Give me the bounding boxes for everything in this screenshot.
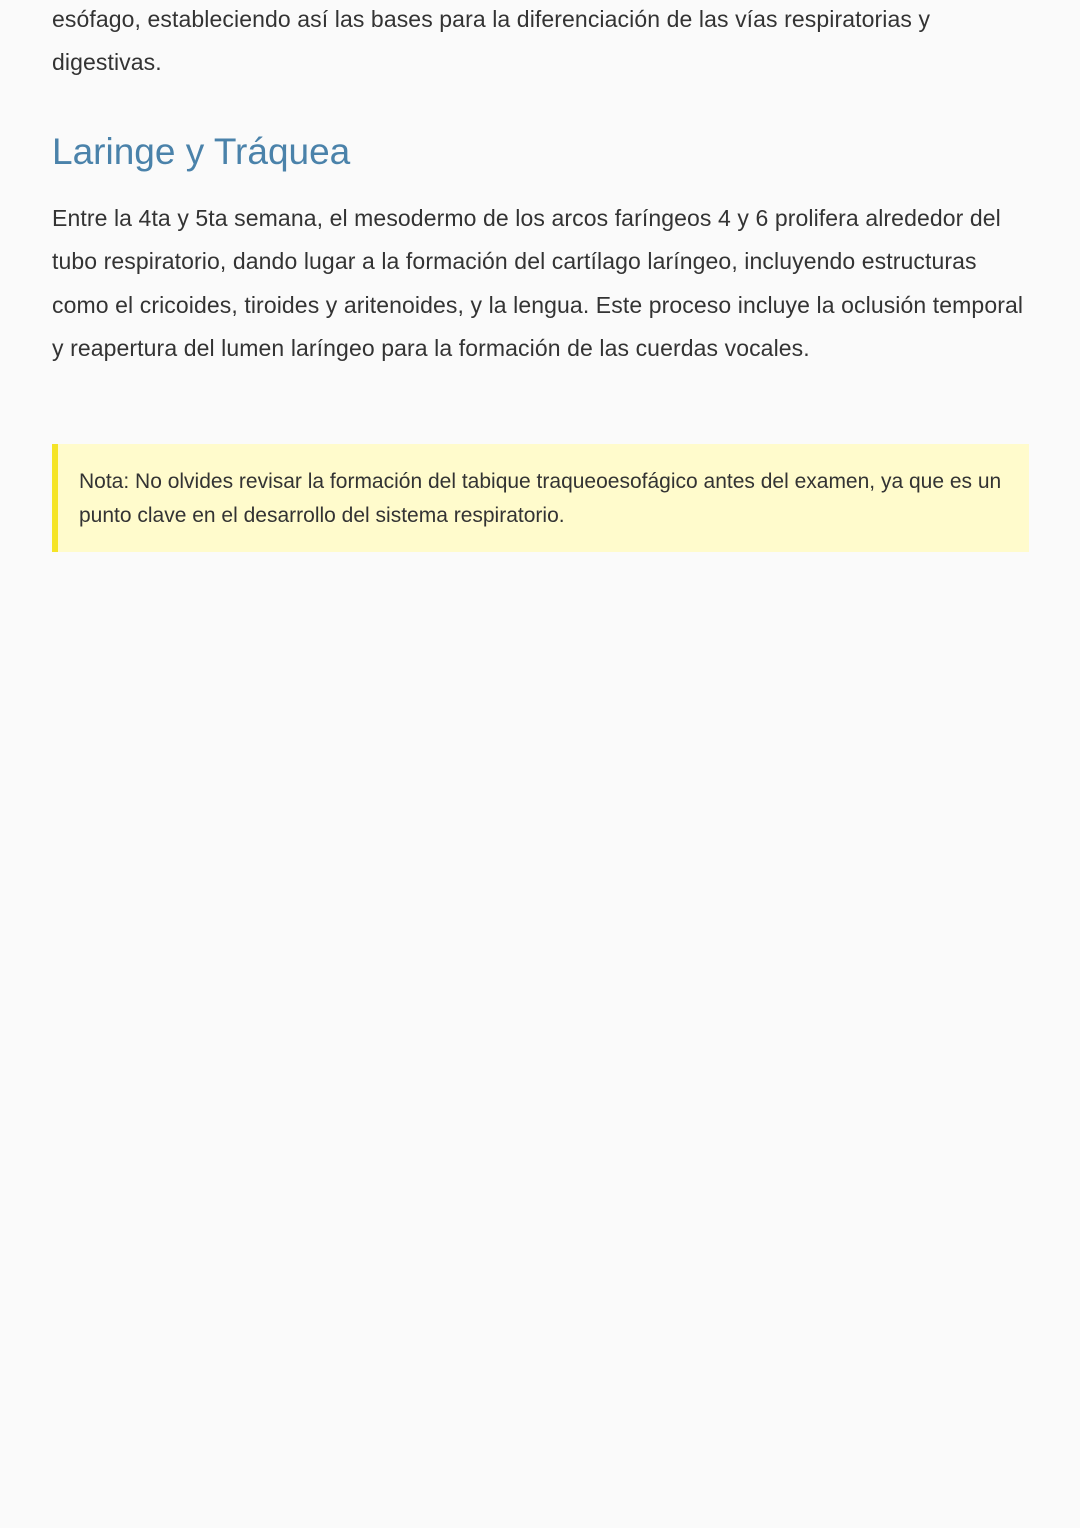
intro-paragraph: esófago, estableciendo así las bases para la diferenciación de las vías respiratorias y digestivas.: [52, 6, 931, 76]
note-text: Nota: No olvides revisar la formación del tabique traqueoesofágico antes del examen, ya que es un punto clave en el desarrollo del sistema respiratorio.: [79, 470, 1002, 527]
section-heading: Laringe y Tráquea: [52, 131, 351, 172]
section-paragraph: Entre la 4ta y 5ta semana, el mesodermo de los arcos faríngeos 4 y 6 prolifera alrededor del tubo respiratorio, dando lugar a la formación del cartílago laríngeo, incluyendo estructuras como el cricoides, tiroides y aritenoides, y la lengua. Este proceso incluye la oclusión temporal y reapertura del lumen laríngeo para la formación de las cuerdas vocales.: [52, 205, 1024, 362]
note-callout: [52, 444, 1029, 552]
